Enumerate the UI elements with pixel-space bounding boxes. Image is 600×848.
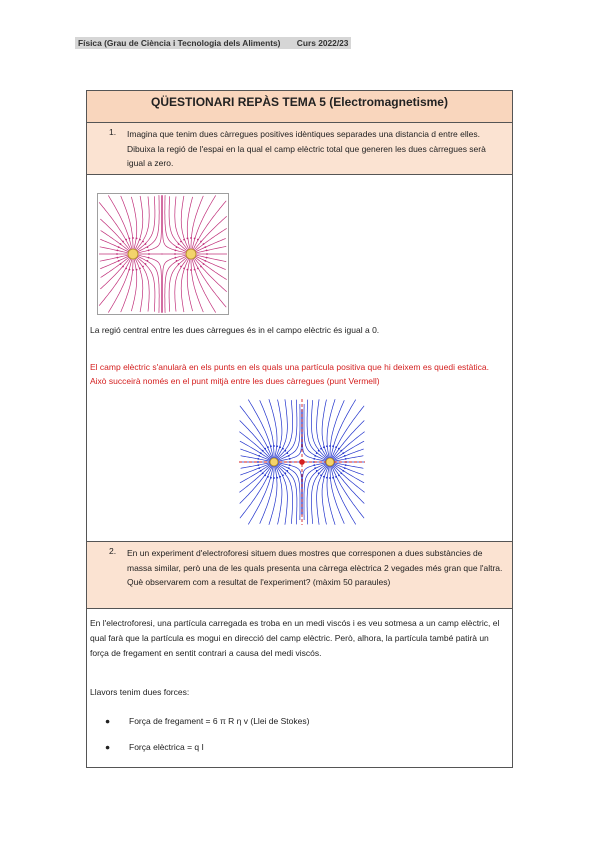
answer-1-text: La regió central entre les dues càrregues és in el campo elèctric és igual a 0. [90, 325, 380, 335]
field-arrow [264, 448, 266, 450]
field-arrow [205, 246, 207, 248]
field-arrow [344, 455, 346, 457]
questionnaire-table [86, 90, 513, 768]
field-arrow [203, 263, 205, 265]
field-arrow [314, 467, 316, 469]
field-arrow [273, 477, 275, 479]
zero-field-point [299, 459, 305, 465]
field-arrow [289, 464, 291, 466]
field-arrow [320, 448, 322, 450]
field-arrow [178, 263, 180, 265]
field-line [332, 421, 364, 459]
field-arrow [118, 260, 120, 262]
field-arrow [323, 476, 325, 478]
field-arrow [183, 239, 185, 241]
field-line [334, 464, 364, 476]
field-arrow [257, 461, 259, 463]
field-arrow [125, 268, 127, 270]
field-arrow [197, 268, 199, 270]
field-line [240, 465, 272, 503]
field-arrow [132, 269, 134, 271]
field-arrow [148, 253, 150, 255]
field-arrow [190, 269, 192, 271]
question-number: 1. [109, 127, 117, 137]
field-arrow [316, 470, 318, 472]
question-text: En un experiment d'electroforesi situem dues mostres que corresponen a dues substàncies de massa similar, però una de les quals presenta una càrrega elèctrica 2 vegades més gran que l'altra. Què observarem com a resultat de l'experiment? (màxim 50 paraules) [127, 548, 503, 587]
field-arrow [318, 472, 320, 474]
field-arrow [120, 243, 122, 245]
field-arrow [276, 477, 278, 479]
field-arrow [288, 467, 290, 469]
field-arrow [178, 243, 180, 245]
field-arrow [187, 269, 189, 271]
field-arrow [284, 472, 286, 474]
field-arrow [335, 446, 337, 448]
field-arrow [329, 477, 331, 479]
field-lines-figure-1 [97, 193, 229, 315]
field-line [240, 421, 272, 459]
field-arrow [145, 263, 147, 265]
field-arrow [326, 445, 328, 447]
course-name: Física (Grau de Ciència i Tecnologia dels Aliments) [78, 38, 281, 48]
field-arrow [329, 445, 331, 447]
field-arrow [260, 470, 262, 472]
field-arrow [148, 250, 150, 252]
field-arrow [147, 246, 149, 248]
field-arrow [338, 474, 340, 476]
field-arrow [320, 474, 322, 476]
field-arrow [136, 269, 138, 271]
field-arrow [183, 268, 185, 270]
field-arrow [279, 476, 281, 478]
field-arrow [340, 472, 342, 474]
field-arrow [174, 253, 176, 255]
field-arrow [326, 477, 328, 479]
field-arrow [340, 450, 342, 452]
field-arrow [206, 250, 208, 252]
field-arrow [129, 238, 131, 240]
positive-charge [186, 249, 196, 259]
field-arrow [187, 238, 189, 240]
bullet-icon: ● [105, 716, 111, 726]
field-arrow [139, 268, 141, 270]
field-arrow [345, 464, 347, 466]
field-arrow [206, 257, 208, 259]
field-arrow [279, 446, 281, 448]
field-arrow [332, 445, 334, 447]
field-arrow [139, 239, 141, 241]
field-arrow [286, 452, 288, 454]
field-line [240, 464, 270, 476]
field-arrow [270, 477, 272, 479]
course-year: Curs 2022/23 [296, 38, 349, 48]
field-arrow [323, 446, 325, 448]
field-arrow [262, 472, 264, 474]
answer-2-text: En l'electroforesi, una partícula carregada es troba en un medi viscós i es veu sotmesa a un camp elèctric, el qual farà que la partícula es mogui en direcció del camp elèctric. Però, alhora, la partícula també patirà un força de fregament en sentit contrari a causa del medi viscós. [90, 618, 500, 658]
field-arrow [194, 269, 196, 271]
field-arrow [286, 470, 288, 472]
field-line [332, 465, 364, 503]
field-arrow [345, 458, 347, 460]
forces-intro: Llavors tenim dues forces: [90, 687, 190, 697]
answer-1-red-text: El camp elèctric s'anularà en els punts en els quals una partícula positiva que hi deixem es quedi estàtica. Això succeirà només en el punt mitjà entre les dues càrregues (punt Vermell) [90, 362, 489, 386]
field-arrow [180, 266, 182, 268]
field-arrow [118, 246, 120, 248]
field-arrow [122, 266, 124, 268]
title-row [87, 91, 512, 123]
field-arrow [190, 237, 192, 239]
field-arrow [197, 239, 199, 241]
field-arrow [142, 241, 144, 243]
field-arrow [125, 239, 127, 241]
field-arrow [194, 238, 196, 240]
field-arrow [318, 450, 320, 452]
list-item [105, 742, 204, 752]
field-line [240, 449, 270, 461]
field-arrow [257, 464, 259, 466]
positive-charge [128, 249, 138, 259]
field-arrow [148, 257, 150, 259]
field-arrow [273, 445, 275, 447]
field-arrow [142, 266, 144, 268]
field-arrow [262, 450, 264, 452]
field-arrow [180, 241, 182, 243]
field-arrow [260, 452, 262, 454]
field-arrow [203, 243, 205, 245]
bullet-icon: ● [105, 742, 111, 752]
field-arrow [267, 476, 269, 478]
field-arrow [316, 452, 318, 454]
list-item [105, 716, 309, 726]
field-arrow [332, 477, 334, 479]
field-arrow [282, 474, 284, 476]
field-arrow [200, 241, 202, 243]
field-arrow [122, 241, 124, 243]
field-arrow [267, 446, 269, 448]
field-arrow [264, 474, 266, 476]
field-arrow [129, 269, 131, 271]
field-arrow [289, 458, 291, 460]
field-arrow [132, 237, 134, 239]
field-arrow [342, 452, 344, 454]
field-arrow [175, 257, 177, 259]
page-title: QÜESTIONARI REPÀS TEMA 5 (Electromagnetisme) [151, 95, 448, 109]
field-arrow [288, 455, 290, 457]
field-arrow [313, 458, 315, 460]
bullet-text: Força de fregament = 6 π R η v (Llei de Stokes) [129, 716, 310, 726]
field-arrow [313, 464, 315, 466]
question-text: Imagina que tenim dues càrregues positives idèntiques separades una distancia d entre elles. Dibuixa la regió de l'espai en la qual el camp elèctric total que generen les dues càrregues serà igual a zero. [127, 129, 486, 168]
question-2-row [87, 541, 512, 609]
field-arrow [176, 246, 178, 248]
field-arrow [314, 455, 316, 457]
field-arrow [145, 243, 147, 245]
positive-charge [326, 458, 334, 466]
field-arrow [136, 238, 138, 240]
field-arrow [257, 458, 259, 460]
field-lines-figure-2 [237, 397, 367, 527]
field-arrow [176, 260, 178, 262]
page-header [75, 37, 351, 49]
field-arrow [276, 445, 278, 447]
field-arrow [175, 250, 177, 252]
field-arrow [116, 253, 118, 255]
question-number: 2. [109, 546, 117, 556]
field-arrow [282, 448, 284, 450]
field-arrow [258, 455, 260, 457]
field-arrow [205, 260, 207, 262]
field-arrow [258, 467, 260, 469]
field-arrow [270, 445, 272, 447]
question-1-row [87, 123, 512, 175]
field-arrow [206, 253, 208, 255]
positive-charge [270, 458, 278, 466]
bullet-text: Força elèctrica = q I [129, 742, 204, 752]
field-arrow [147, 260, 149, 262]
field-arrow [200, 266, 202, 268]
field-arrow [117, 250, 119, 252]
field-line [334, 449, 364, 461]
field-arrow [338, 448, 340, 450]
field-arrow [284, 450, 286, 452]
field-arrow [120, 263, 122, 265]
field-arrow [344, 467, 346, 469]
field-arrow [342, 470, 344, 472]
field-arrow [335, 476, 337, 478]
field-arrow [117, 257, 119, 259]
